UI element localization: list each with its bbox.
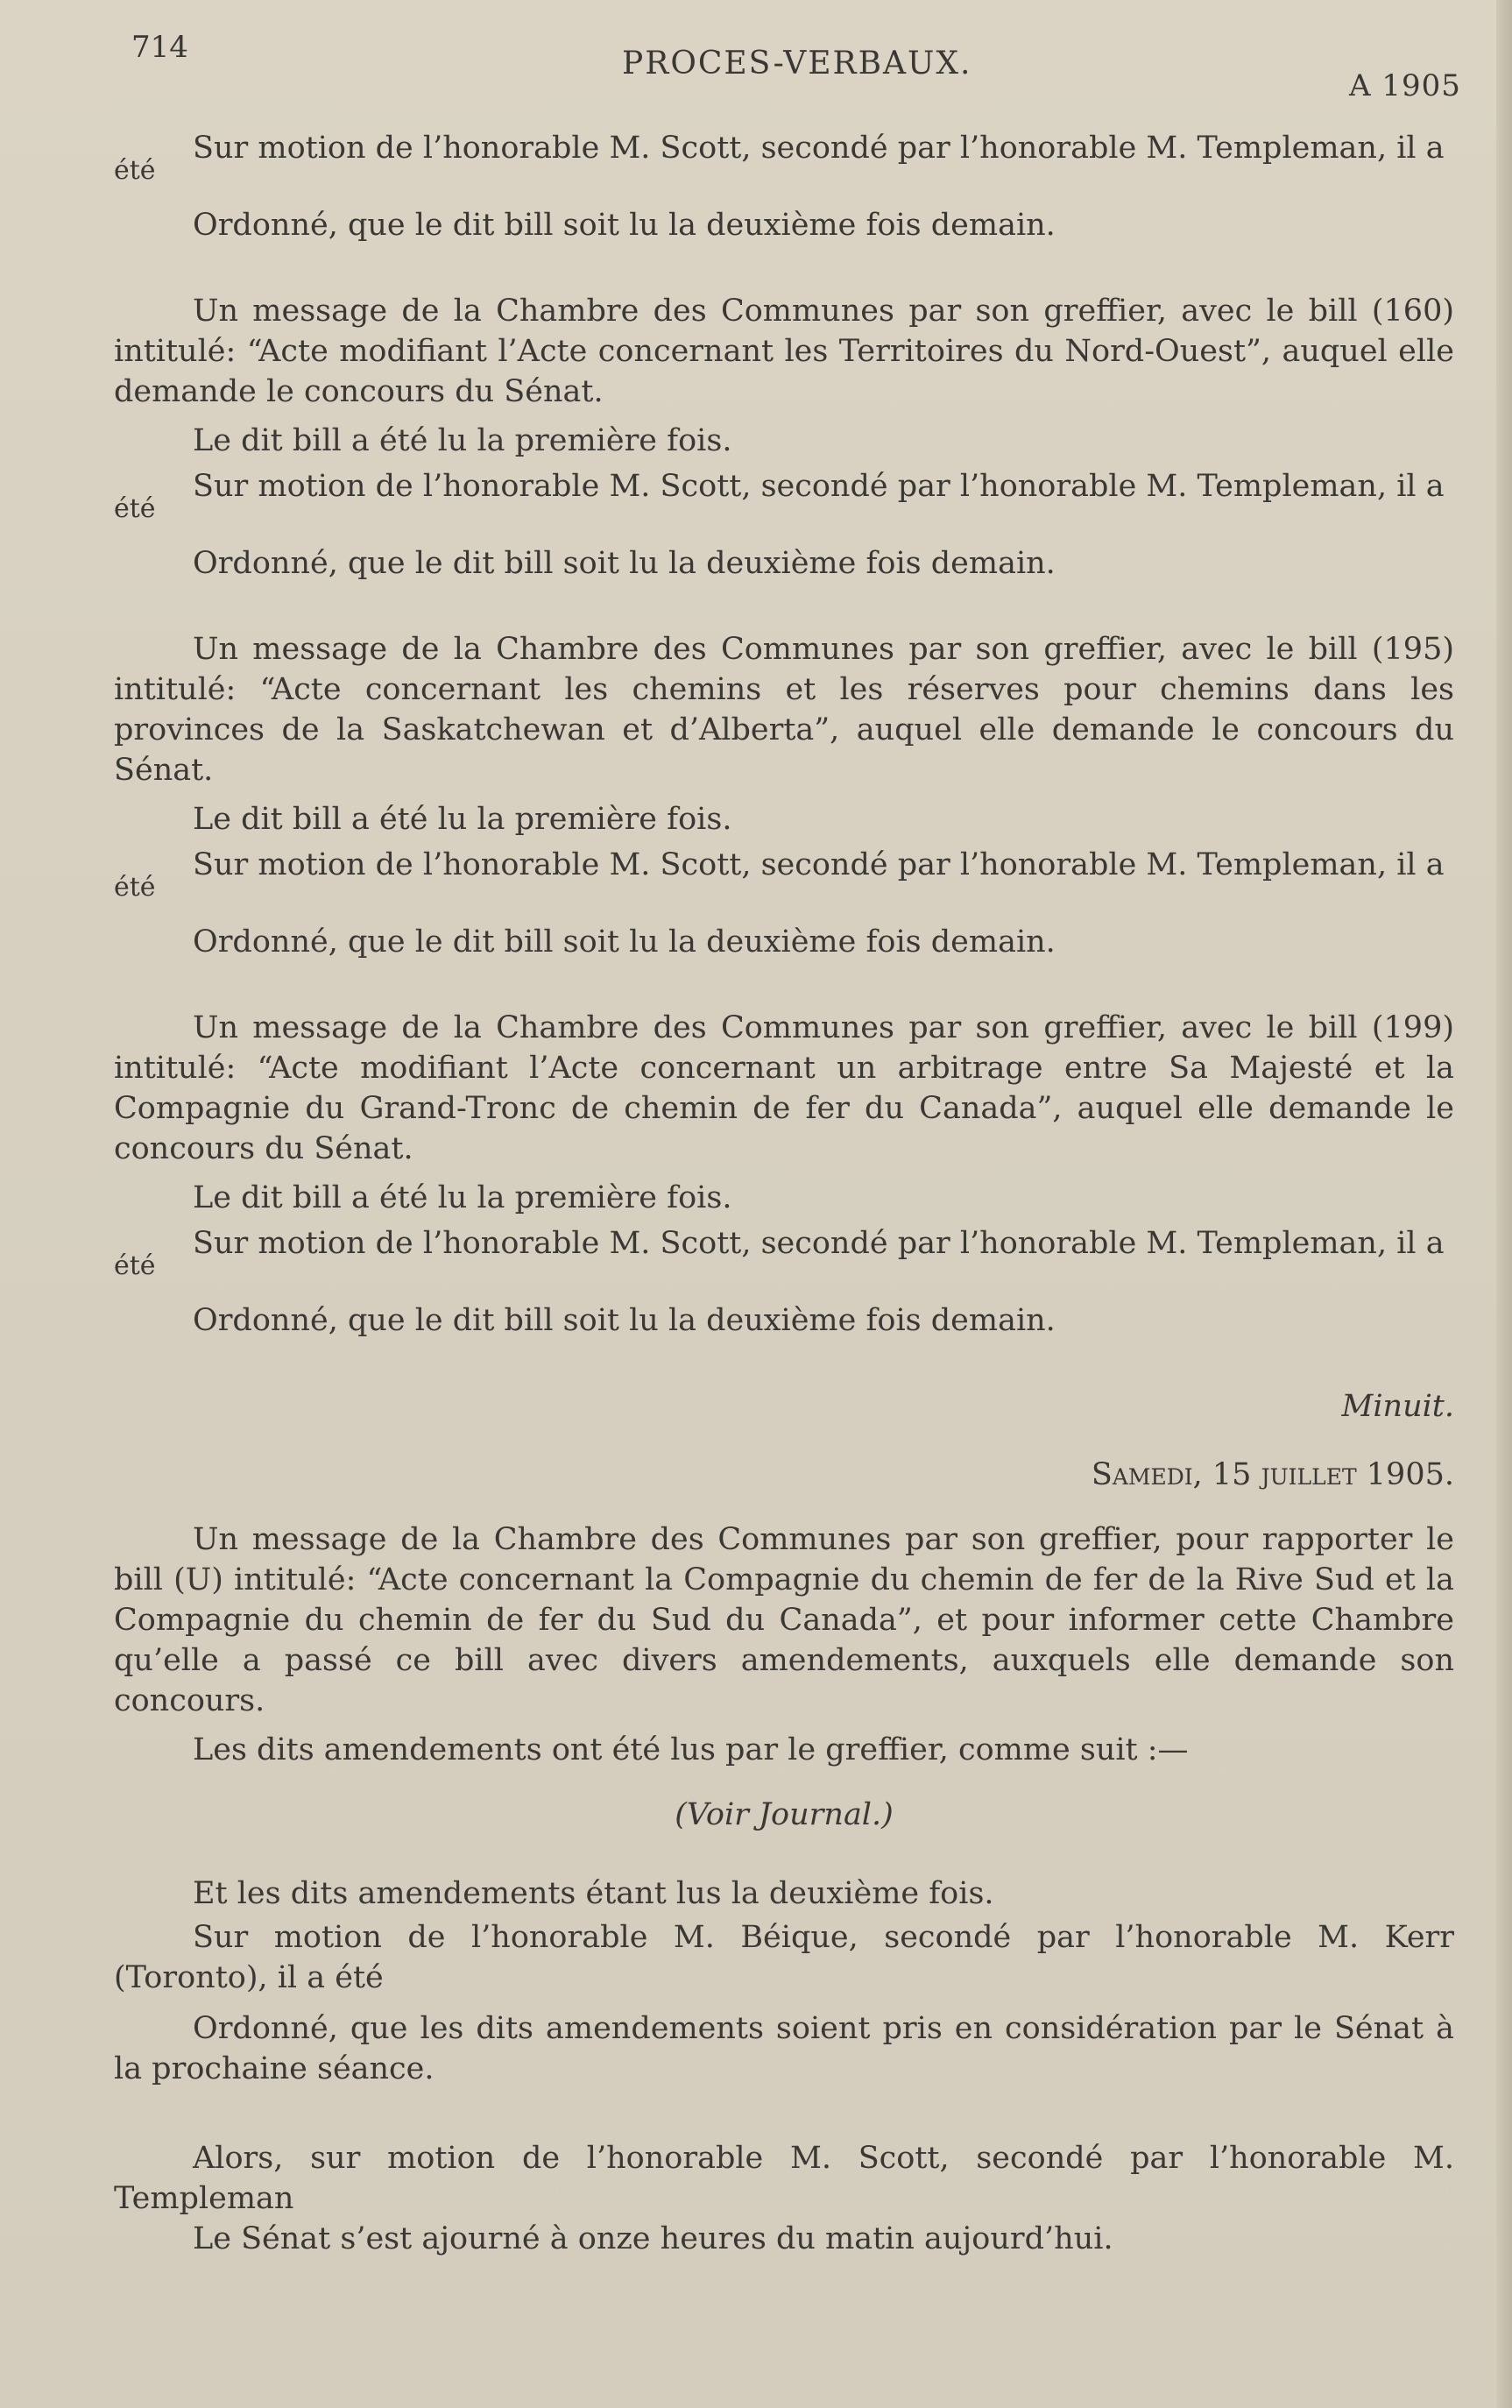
first-reading-line: Le dit bill a été lu la première fois. [193,423,732,458]
ajourne-line: Le Sénat s’est ajourné à onze heures du matin aujourd’hui. [193,2221,1113,2256]
section-bill-199 [114,1008,1454,1341]
motion-line [114,466,1454,524]
ete-label: été [114,872,156,903]
ordonne-paragraph: Ordonné, que les dits amendements soient pris en considération par le Sénat à la prochaine séance. [114,2011,1454,2086]
section-continuation [114,128,1454,245]
first-reading-line: Le dit bill a été lu la première fois. [193,1180,732,1215]
alors-line: Alors, sur motion de l’honorable M. Scott, secondé par l’honorable M. Templeman [114,2141,1454,2216]
page-header [0,30,1512,103]
message-paragraph: Un message de la Chambre des Communes par son greffier, avec le bill (199) intitulé: “Acte modifiant l’Acte concernant un arbitrage entre Sa Majesté et la Compagnie du Grand-Tronc de chemin de fer du Canada”, auquel elle demande le concours du Sénat. [114,1010,1454,1166]
ete-label: été [114,155,156,186]
section-bill-195 [114,629,1454,962]
ete-label: été [114,493,156,524]
page-body [114,123,1454,2305]
page-number: 714 [131,30,188,65]
motion-text: Sur motion de l’honorable M. Scott, secondé par l’honorable M. Templeman, il a [193,1226,1445,1261]
motion-text: Sur motion de l’honorable M. Scott, secondé par l’honorable M. Templeman, il a [193,131,1445,166]
ordonne-line: Ordonné, que le dit bill soit lu la deuxième fois demain. [193,1303,1056,1338]
amendments-read-line: Les dits amendements ont été lus par le greffier, comme suit :— [193,1732,1189,1767]
motion-text: Sur motion de l’honorable M. Scott, secondé par l’honorable M. Templeman, il a [193,469,1445,504]
voir-journal: (Voir Journal.) [675,1797,894,1832]
ete-label: été [114,1250,156,1281]
second-reading-line: Et les dits amendements étant lus la deuxième fois. [193,1876,994,1911]
ordonne-line: Ordonné, que le dit bill soit lu la deuxième fois demain. [193,208,1056,243]
year-label: A 1905 [1349,68,1461,103]
first-reading-line: Le dit bill a été lu la première fois. [193,802,732,837]
ordonne-line: Ordonné, que le dit bill soit lu la deuxième fois demain. [193,924,1056,960]
message-paragraph: Un message de la Chambre des Communes par son greffier, pour rapporter le bill (U) intitulé: “Acte concernant la Compagnie du chemin de fer de la Rive Sud et la Compagnie du chemin de fer du Sud du Canada”, et pour informer cette Chambre qu’elle a passé ce bill avec divers amendements, auxquels elle demande son concours. [114,1522,1454,1718]
motion-line [114,845,1454,903]
page-edge [1496,0,1512,2408]
motion-line [114,1223,1454,1281]
ordonne-line: Ordonné, que le dit bill soit lu la deuxième fois demain. [193,546,1056,581]
running-title: PROCES-VERBAUX. [622,46,972,81]
motion-text: Sur motion de l’honorable M. Scott, secondé par l’honorable M. Templeman, il a [193,847,1445,882]
section-bill-160 [114,291,1454,584]
motion-line [114,128,1454,186]
motion-paragraph: Sur motion de l’honorable M. Béique, secondé par l’honorable M. Kerr (Toronto), il a été [114,1920,1454,1995]
message-paragraph: Un message de la Chambre des Communes par son greffier, avec le bill (160) intitulé: “Acte modifiant l’Acte concernant les Territoires du Nord-Ouest”, auquel elle demande le concours du Sénat. [114,294,1454,409]
date-line: Samedi, 15 juillet 1905. [1091,1457,1454,1492]
minuit-line: Minuit. [1341,1389,1454,1424]
message-paragraph: Un message de la Chambre des Communes par son greffier, avec le bill (195) intitulé: “Acte concernant les chemins et les réserves pour chemins dans les provinces de la Saskatchewan et d’Alberta”, auquel elle demande le concours du Sénat. [114,632,1454,788]
spacer [114,2089,1454,2138]
section-bill-u [114,1519,1454,2259]
